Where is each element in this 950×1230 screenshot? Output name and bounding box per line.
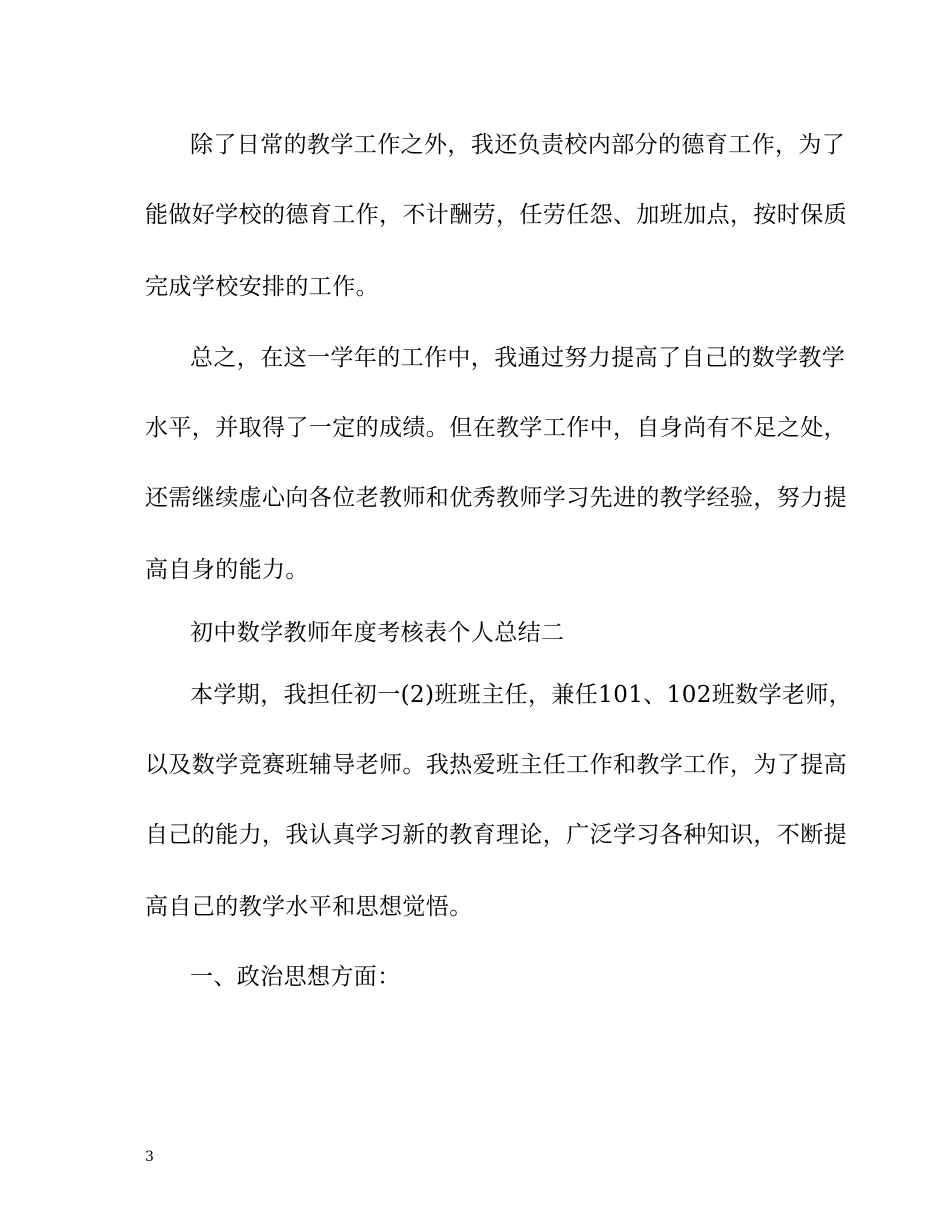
paragraph-line: 还需继续虚心向各位老教师和优秀教师学习先进的教学经验，努力提 [145, 485, 847, 511]
paragraph-line: 自己的能力，我认真学习新的教育理论，广泛学习各种知识，不断提 [145, 822, 847, 848]
paragraph-line: 除了日常的教学工作之外，我还负责校内部分的德育工作，为了 [190, 132, 846, 158]
page-number: 3 [145, 1149, 154, 1165]
paragraph-line: 水平，并取得了一定的成绩。但在教学工作中，自身尚有不足之处， [145, 415, 847, 441]
paragraph-line: 能做好学校的德育工作，不计酬劳，任劳任怨、加班加点，按时保质 [145, 202, 847, 228]
paragraph-line: 高自己的教学水平和思想觉悟。 [145, 894, 473, 920]
paragraph-line: 本学期，我担任初一(2)班班主任，兼任101、102班数学老师， [190, 682, 853, 708]
paragraph-line: 高自身的能力。 [145, 557, 309, 583]
section-title: 初中数学教师年度考核表个人总结二 [190, 620, 565, 646]
section-heading: 一、政治思想方面： [190, 964, 401, 990]
paragraph-line: 完成学校安排的工作。 [145, 274, 379, 300]
paragraph-line: 总之，在这一学年的工作中，我通过努力提高了自己的数学教学 [190, 345, 846, 371]
paragraph-line: 以及数学竞赛班辅导老师。我热爱班主任工作和教学工作，为了提高 [145, 752, 847, 778]
